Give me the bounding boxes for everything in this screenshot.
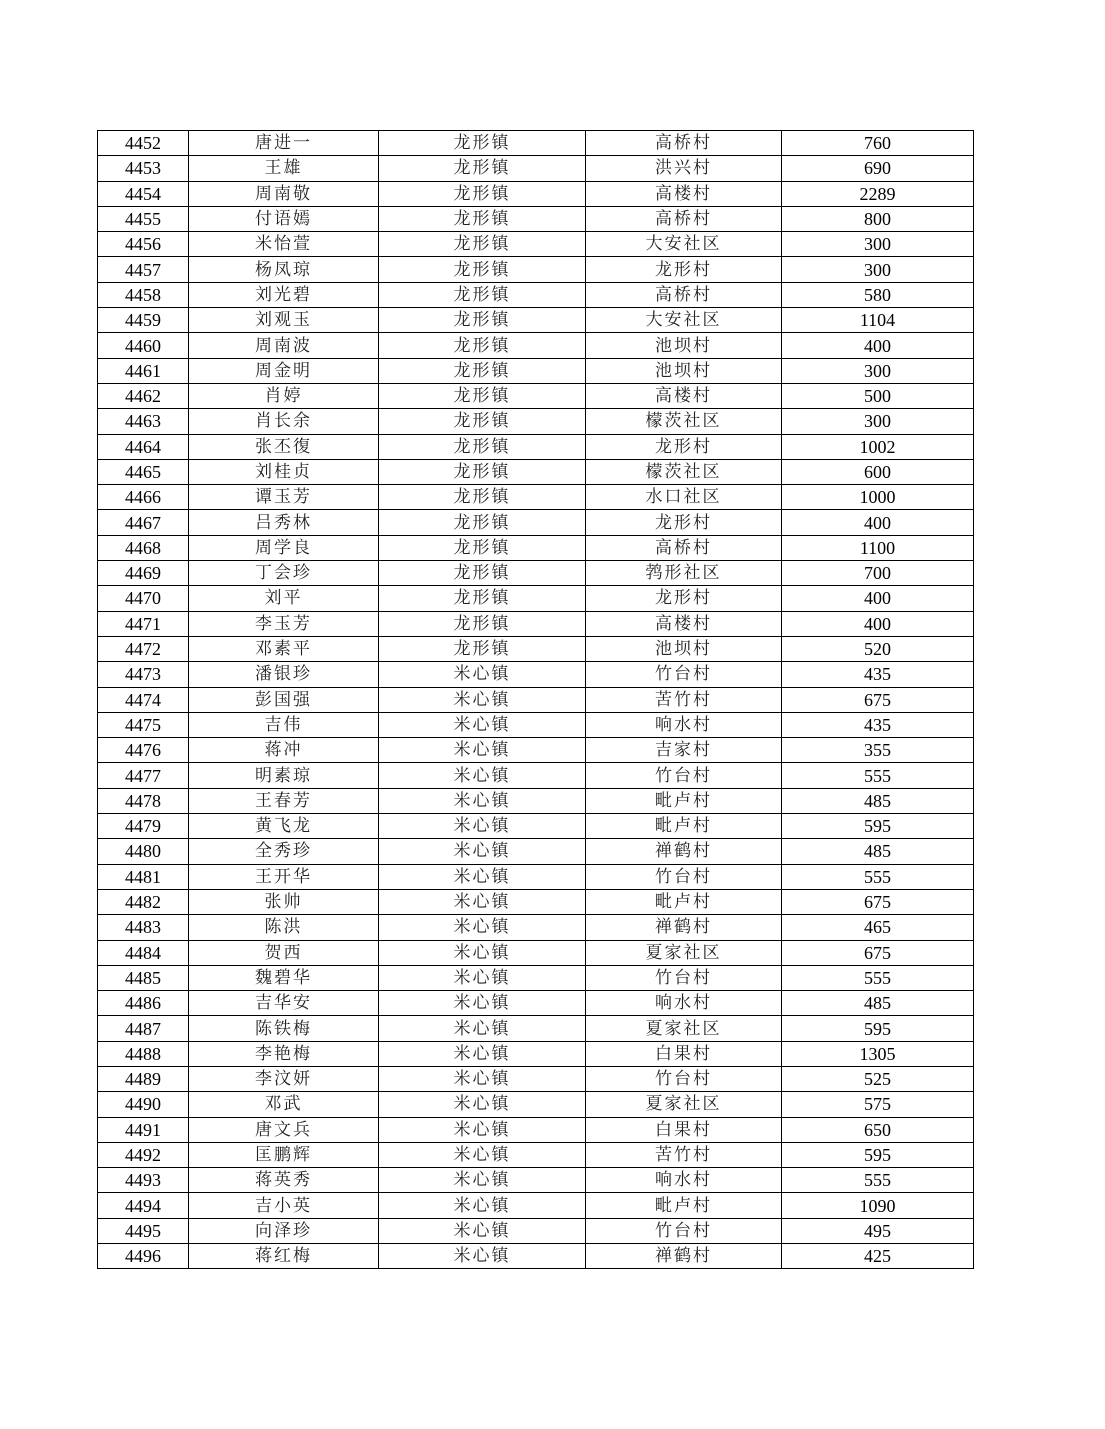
amount-cell: 520 — [782, 636, 974, 661]
table-row — [98, 383, 974, 408]
village-cell: 竹台村 — [586, 1218, 782, 1243]
table-row — [98, 788, 974, 813]
amount-cell: 650 — [782, 1117, 974, 1142]
village-cell: 毗卢村 — [586, 1193, 782, 1218]
table-row — [98, 1193, 974, 1218]
person-name-cell: 李玉芳 — [189, 611, 379, 636]
table-row — [98, 839, 974, 864]
row-number-cell: 4480 — [98, 839, 189, 864]
amount-cell: 800 — [782, 206, 974, 231]
amount-cell: 300 — [782, 257, 974, 282]
table-row — [98, 561, 974, 586]
table-row — [98, 1041, 974, 1066]
row-number-cell: 4457 — [98, 257, 189, 282]
person-name-cell: 明素琼 — [189, 763, 379, 788]
person-name-cell: 邓武 — [189, 1092, 379, 1117]
village-cell: 毗卢村 — [586, 814, 782, 839]
row-number-cell: 4490 — [98, 1092, 189, 1117]
table-row — [98, 586, 974, 611]
town-cell: 龙形镇 — [379, 586, 586, 611]
row-number-cell: 4491 — [98, 1117, 189, 1142]
town-cell: 米心镇 — [379, 940, 586, 965]
row-number-cell: 4488 — [98, 1041, 189, 1066]
person-name-cell: 贺西 — [189, 940, 379, 965]
village-cell: 洪兴村 — [586, 156, 782, 181]
village-cell: 池坝村 — [586, 358, 782, 383]
town-cell: 龙形镇 — [379, 561, 586, 586]
amount-cell: 300 — [782, 232, 974, 257]
row-number-cell: 4461 — [98, 358, 189, 383]
table-row — [98, 535, 974, 560]
town-cell: 龙形镇 — [379, 434, 586, 459]
row-number-cell: 4482 — [98, 889, 189, 914]
town-cell: 米心镇 — [379, 1168, 586, 1193]
amount-cell: 500 — [782, 383, 974, 408]
village-cell: 檬茨社区 — [586, 409, 782, 434]
amount-cell: 595 — [782, 1142, 974, 1167]
village-cell: 夏家社区 — [586, 1016, 782, 1041]
table-row — [98, 1168, 974, 1193]
table-row — [98, 434, 974, 459]
village-cell: 鹁形社区 — [586, 561, 782, 586]
village-cell: 苦竹村 — [586, 1142, 782, 1167]
table-row — [98, 308, 974, 333]
row-number-cell: 4493 — [98, 1168, 189, 1193]
village-cell: 水口社区 — [586, 485, 782, 510]
row-number-cell: 4471 — [98, 611, 189, 636]
town-cell: 米心镇 — [379, 915, 586, 940]
person-name-cell: 吉小英 — [189, 1193, 379, 1218]
person-name-cell: 付语嫣 — [189, 206, 379, 231]
village-cell: 竹台村 — [586, 864, 782, 889]
amount-cell: 1000 — [782, 485, 974, 510]
table-row — [98, 181, 974, 206]
town-cell: 龙形镇 — [379, 333, 586, 358]
person-name-cell: 陈铁梅 — [189, 1016, 379, 1041]
table-row — [98, 459, 974, 484]
amount-cell: 1090 — [782, 1193, 974, 1218]
person-name-cell: 周南波 — [189, 333, 379, 358]
table-row — [98, 864, 974, 889]
town-cell: 米心镇 — [379, 1066, 586, 1091]
amount-cell: 300 — [782, 358, 974, 383]
town-cell: 龙形镇 — [379, 485, 586, 510]
village-cell: 池坝村 — [586, 333, 782, 358]
person-name-cell: 周南敬 — [189, 181, 379, 206]
town-cell: 米心镇 — [379, 763, 586, 788]
village-cell: 响水村 — [586, 1168, 782, 1193]
table-row — [98, 1218, 974, 1243]
town-cell: 米心镇 — [379, 889, 586, 914]
amount-cell: 465 — [782, 915, 974, 940]
row-number-cell: 4456 — [98, 232, 189, 257]
row-number-cell: 4454 — [98, 181, 189, 206]
village-cell: 高桥村 — [586, 206, 782, 231]
town-cell: 米心镇 — [379, 814, 586, 839]
table-row — [98, 712, 974, 737]
person-name-cell: 匡鹏辉 — [189, 1142, 379, 1167]
row-number-cell: 4453 — [98, 156, 189, 181]
town-cell: 米心镇 — [379, 738, 586, 763]
row-number-cell: 4481 — [98, 864, 189, 889]
town-cell: 龙形镇 — [379, 636, 586, 661]
person-name-cell: 刘光碧 — [189, 282, 379, 307]
town-cell: 龙形镇 — [379, 459, 586, 484]
amount-cell: 580 — [782, 282, 974, 307]
village-cell: 吉家村 — [586, 738, 782, 763]
row-number-cell: 4485 — [98, 965, 189, 990]
row-number-cell: 4459 — [98, 308, 189, 333]
table-row — [98, 940, 974, 965]
person-name-cell: 周金明 — [189, 358, 379, 383]
person-name-cell: 向泽珍 — [189, 1218, 379, 1243]
amount-cell: 1002 — [782, 434, 974, 459]
table-row — [98, 763, 974, 788]
village-cell: 大安社区 — [586, 308, 782, 333]
village-cell: 夏家社区 — [586, 940, 782, 965]
row-number-cell: 4468 — [98, 535, 189, 560]
town-cell: 米心镇 — [379, 1218, 586, 1243]
row-number-cell: 4489 — [98, 1066, 189, 1091]
village-cell: 禅鹤村 — [586, 915, 782, 940]
person-name-cell: 潘银珍 — [189, 662, 379, 687]
amount-cell: 435 — [782, 662, 974, 687]
amount-cell: 2289 — [782, 181, 974, 206]
person-name-cell: 周学良 — [189, 535, 379, 560]
amount-cell: 1100 — [782, 535, 974, 560]
table-row — [98, 156, 974, 181]
amount-cell: 555 — [782, 1168, 974, 1193]
table-row — [98, 915, 974, 940]
person-name-cell: 吉华安 — [189, 991, 379, 1016]
village-cell: 龙形村 — [586, 434, 782, 459]
row-number-cell: 4464 — [98, 434, 189, 459]
amount-cell: 1305 — [782, 1041, 974, 1066]
amount-cell: 595 — [782, 1016, 974, 1041]
row-number-cell: 4476 — [98, 738, 189, 763]
person-name-cell: 蒋冲 — [189, 738, 379, 763]
town-cell: 龙形镇 — [379, 282, 586, 307]
village-cell: 毗卢村 — [586, 788, 782, 813]
village-cell: 高楼村 — [586, 181, 782, 206]
town-cell: 米心镇 — [379, 788, 586, 813]
table-row — [98, 991, 974, 1016]
village-cell: 毗卢村 — [586, 889, 782, 914]
amount-cell: 435 — [782, 712, 974, 737]
amount-cell: 675 — [782, 889, 974, 914]
person-name-cell: 邓素平 — [189, 636, 379, 661]
village-cell: 夏家社区 — [586, 1092, 782, 1117]
village-cell: 龙形村 — [586, 257, 782, 282]
table-row — [98, 485, 974, 510]
row-number-cell: 4455 — [98, 206, 189, 231]
person-name-cell: 蒋英秀 — [189, 1168, 379, 1193]
person-name-cell: 张帅 — [189, 889, 379, 914]
town-cell: 米心镇 — [379, 991, 586, 1016]
amount-cell: 485 — [782, 788, 974, 813]
table-row — [98, 662, 974, 687]
row-number-cell: 4472 — [98, 636, 189, 661]
row-number-cell: 4486 — [98, 991, 189, 1016]
village-cell: 高桥村 — [586, 282, 782, 307]
row-number-cell: 4474 — [98, 687, 189, 712]
village-cell: 龙形村 — [586, 510, 782, 535]
town-cell: 米心镇 — [379, 1244, 586, 1269]
person-name-cell: 谭玉芳 — [189, 485, 379, 510]
person-name-cell: 陈洪 — [189, 915, 379, 940]
town-cell: 龙形镇 — [379, 257, 586, 282]
row-number-cell: 4496 — [98, 1244, 189, 1269]
person-name-cell: 张丕復 — [189, 434, 379, 459]
amount-cell: 400 — [782, 333, 974, 358]
person-name-cell: 李艳梅 — [189, 1041, 379, 1066]
person-name-cell: 米怡萱 — [189, 232, 379, 257]
table-row — [98, 636, 974, 661]
table-row — [98, 1066, 974, 1091]
village-cell: 池坝村 — [586, 636, 782, 661]
village-cell: 高桥村 — [586, 535, 782, 560]
village-cell: 白果村 — [586, 1041, 782, 1066]
town-cell: 米心镇 — [379, 687, 586, 712]
person-name-cell: 唐文兵 — [189, 1117, 379, 1142]
town-cell: 龙形镇 — [379, 358, 586, 383]
row-number-cell: 4460 — [98, 333, 189, 358]
village-cell: 高楼村 — [586, 383, 782, 408]
table-row — [98, 687, 974, 712]
row-number-cell: 4475 — [98, 712, 189, 737]
person-name-cell: 丁会珍 — [189, 561, 379, 586]
village-cell: 檬茨社区 — [586, 459, 782, 484]
person-name-cell: 黄飞龙 — [189, 814, 379, 839]
village-cell: 龙形村 — [586, 586, 782, 611]
table-row — [98, 1016, 974, 1041]
town-cell: 米心镇 — [379, 1117, 586, 1142]
records-table — [97, 130, 974, 1269]
row-number-cell: 4487 — [98, 1016, 189, 1041]
town-cell: 龙形镇 — [379, 409, 586, 434]
town-cell: 米心镇 — [379, 662, 586, 687]
table-row — [98, 738, 974, 763]
person-name-cell: 肖长余 — [189, 409, 379, 434]
table-row — [98, 1244, 974, 1269]
row-number-cell: 4492 — [98, 1142, 189, 1167]
row-number-cell: 4483 — [98, 915, 189, 940]
row-number-cell: 4469 — [98, 561, 189, 586]
amount-cell: 700 — [782, 561, 974, 586]
amount-cell: 355 — [782, 738, 974, 763]
person-name-cell: 王雄 — [189, 156, 379, 181]
town-cell: 米心镇 — [379, 1092, 586, 1117]
table-row — [98, 510, 974, 535]
person-name-cell: 杨凤琼 — [189, 257, 379, 282]
town-cell: 龙形镇 — [379, 206, 586, 231]
row-number-cell: 4466 — [98, 485, 189, 510]
amount-cell: 760 — [782, 131, 974, 156]
person-name-cell: 彭国强 — [189, 687, 379, 712]
amount-cell: 600 — [782, 459, 974, 484]
amount-cell: 555 — [782, 864, 974, 889]
amount-cell: 300 — [782, 409, 974, 434]
village-cell: 白果村 — [586, 1117, 782, 1142]
table-row — [98, 1117, 974, 1142]
row-number-cell: 4478 — [98, 788, 189, 813]
row-number-cell: 4462 — [98, 383, 189, 408]
amount-cell: 555 — [782, 965, 974, 990]
row-number-cell: 4484 — [98, 940, 189, 965]
table-row — [98, 358, 974, 383]
town-cell: 龙形镇 — [379, 510, 586, 535]
amount-cell: 555 — [782, 763, 974, 788]
town-cell: 龙形镇 — [379, 131, 586, 156]
person-name-cell: 刘桂贞 — [189, 459, 379, 484]
person-name-cell: 王春芳 — [189, 788, 379, 813]
table-row — [98, 257, 974, 282]
town-cell: 龙形镇 — [379, 611, 586, 636]
village-cell: 禅鹤村 — [586, 1244, 782, 1269]
amount-cell: 485 — [782, 839, 974, 864]
table-row — [98, 131, 974, 156]
amount-cell: 400 — [782, 611, 974, 636]
table-row — [98, 282, 974, 307]
table-row — [98, 333, 974, 358]
amount-cell: 575 — [782, 1092, 974, 1117]
row-number-cell: 4470 — [98, 586, 189, 611]
amount-cell: 485 — [782, 991, 974, 1016]
town-cell: 龙形镇 — [379, 181, 586, 206]
person-name-cell: 魏碧华 — [189, 965, 379, 990]
town-cell: 龙形镇 — [379, 232, 586, 257]
person-name-cell: 肖婷 — [189, 383, 379, 408]
row-number-cell: 4467 — [98, 510, 189, 535]
town-cell: 米心镇 — [379, 712, 586, 737]
town-cell: 米心镇 — [379, 1041, 586, 1066]
row-number-cell: 4495 — [98, 1218, 189, 1243]
person-name-cell: 吕秀林 — [189, 510, 379, 535]
amount-cell: 400 — [782, 586, 974, 611]
row-number-cell: 4465 — [98, 459, 189, 484]
row-number-cell: 4463 — [98, 409, 189, 434]
table-row — [98, 611, 974, 636]
amount-cell: 400 — [782, 510, 974, 535]
person-name-cell: 刘观玉 — [189, 308, 379, 333]
town-cell: 龙形镇 — [379, 308, 586, 333]
village-cell: 高楼村 — [586, 611, 782, 636]
town-cell: 米心镇 — [379, 839, 586, 864]
village-cell: 竹台村 — [586, 965, 782, 990]
amount-cell: 675 — [782, 687, 974, 712]
person-name-cell: 刘平 — [189, 586, 379, 611]
village-cell: 竹台村 — [586, 763, 782, 788]
village-cell: 高桥村 — [586, 131, 782, 156]
table-row — [98, 889, 974, 914]
town-cell: 米心镇 — [379, 1142, 586, 1167]
town-cell: 米心镇 — [379, 1016, 586, 1041]
town-cell: 米心镇 — [379, 1193, 586, 1218]
row-number-cell: 4458 — [98, 282, 189, 307]
village-cell: 响水村 — [586, 991, 782, 1016]
town-cell: 龙形镇 — [379, 535, 586, 560]
row-number-cell: 4479 — [98, 814, 189, 839]
amount-cell: 595 — [782, 814, 974, 839]
table-row — [98, 206, 974, 231]
town-cell: 龙形镇 — [379, 156, 586, 181]
person-name-cell: 王开华 — [189, 864, 379, 889]
amount-cell: 525 — [782, 1066, 974, 1091]
row-number-cell: 4452 — [98, 131, 189, 156]
person-name-cell: 吉伟 — [189, 712, 379, 737]
village-cell: 禅鹤村 — [586, 839, 782, 864]
village-cell: 响水村 — [586, 712, 782, 737]
amount-cell: 1104 — [782, 308, 974, 333]
town-cell: 龙形镇 — [379, 383, 586, 408]
village-cell: 竹台村 — [586, 662, 782, 687]
table-row — [98, 965, 974, 990]
town-cell: 米心镇 — [379, 965, 586, 990]
row-number-cell: 4477 — [98, 763, 189, 788]
table-row — [98, 409, 974, 434]
table-row — [98, 1092, 974, 1117]
amount-cell: 495 — [782, 1218, 974, 1243]
row-number-cell: 4494 — [98, 1193, 189, 1218]
table-row — [98, 814, 974, 839]
table-row — [98, 1142, 974, 1167]
village-cell: 大安社区 — [586, 232, 782, 257]
village-cell: 苦竹村 — [586, 687, 782, 712]
town-cell: 米心镇 — [379, 864, 586, 889]
person-name-cell: 全秀珍 — [189, 839, 379, 864]
table-row — [98, 232, 974, 257]
amount-cell: 690 — [782, 156, 974, 181]
person-name-cell: 唐进一 — [189, 131, 379, 156]
amount-cell: 425 — [782, 1244, 974, 1269]
records-table-body — [98, 131, 974, 1269]
amount-cell: 675 — [782, 940, 974, 965]
person-name-cell: 李汶妍 — [189, 1066, 379, 1091]
village-cell: 竹台村 — [586, 1066, 782, 1091]
person-name-cell: 蒋红梅 — [189, 1244, 379, 1269]
row-number-cell: 4473 — [98, 662, 189, 687]
